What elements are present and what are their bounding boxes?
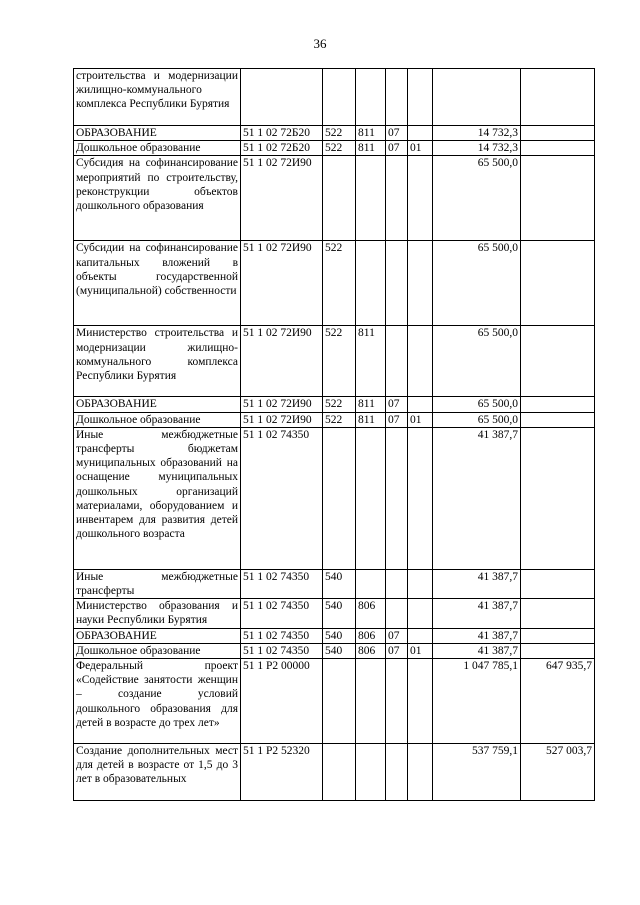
row-rz: 07 bbox=[386, 141, 408, 156]
row-vr bbox=[323, 427, 356, 569]
row-csr: 51 1 02 74350 bbox=[241, 569, 323, 598]
row-pr bbox=[408, 156, 433, 241]
row-pr bbox=[408, 427, 433, 569]
row-csr: 51 1 02 72Б20 bbox=[241, 126, 323, 141]
row-name: ОБРАЗОВАНИЕ bbox=[74, 126, 241, 141]
row-name: Иные межбюджетные трансферты bbox=[74, 569, 241, 598]
row-sum2 bbox=[521, 241, 595, 326]
row-pr bbox=[408, 659, 433, 744]
row-grbs: 811 bbox=[356, 397, 386, 412]
row-sum1: 65 500,0 bbox=[433, 156, 521, 241]
row-sum1: 41 387,7 bbox=[433, 427, 521, 569]
row-vr: 522 bbox=[323, 412, 356, 427]
row-rz bbox=[386, 69, 408, 126]
row-vr bbox=[323, 156, 356, 241]
row-sum1: 65 500,0 bbox=[433, 397, 521, 412]
row-csr: 51 1 02 74350 bbox=[241, 427, 323, 569]
row-sum1: 41 387,7 bbox=[433, 569, 521, 598]
row-rz: 07 bbox=[386, 126, 408, 141]
row-rz: 07 bbox=[386, 412, 408, 427]
table-row bbox=[74, 241, 595, 326]
row-rz bbox=[386, 569, 408, 598]
row-sum1 bbox=[433, 69, 521, 126]
row-sum1: 65 500,0 bbox=[433, 412, 521, 427]
row-rz: 07 bbox=[386, 628, 408, 643]
row-rz bbox=[386, 326, 408, 397]
row-grbs: 811 bbox=[356, 326, 386, 397]
row-csr: 51 1 02 72И90 bbox=[241, 397, 323, 412]
row-pr bbox=[408, 326, 433, 397]
table-row bbox=[74, 412, 595, 427]
row-rz: 07 bbox=[386, 397, 408, 412]
row-sum1: 65 500,0 bbox=[433, 326, 521, 397]
row-csr: 51 1 02 72И90 bbox=[241, 412, 323, 427]
row-grbs: 806 bbox=[356, 628, 386, 643]
budget-table bbox=[73, 68, 595, 801]
row-name: Создание дополнительных мест для детей в возрасте от 1,5 до 3 лет в образовательных bbox=[74, 744, 241, 801]
row-vr bbox=[323, 659, 356, 744]
row-name: Субсидия на софинансирование мероприятий по строительству, реконструкции объектов дошкольного образования bbox=[74, 156, 241, 241]
row-sum2: 527 003,7 bbox=[521, 744, 595, 801]
row-rz bbox=[386, 599, 408, 628]
row-rz bbox=[386, 427, 408, 569]
row-vr: 540 bbox=[323, 599, 356, 628]
row-grbs bbox=[356, 569, 386, 598]
table-row bbox=[74, 628, 595, 643]
row-grbs: 811 bbox=[356, 126, 386, 141]
row-pr bbox=[408, 397, 433, 412]
row-grbs bbox=[356, 427, 386, 569]
table-row bbox=[74, 744, 595, 801]
row-vr: 540 bbox=[323, 569, 356, 598]
row-grbs: 811 bbox=[356, 412, 386, 427]
row-rz bbox=[386, 744, 408, 801]
row-grbs bbox=[356, 156, 386, 241]
table-row bbox=[74, 569, 595, 598]
table-row bbox=[74, 427, 595, 569]
row-sum2 bbox=[521, 326, 595, 397]
row-sum2 bbox=[521, 412, 595, 427]
row-sum2 bbox=[521, 569, 595, 598]
row-name: ОБРАЗОВАНИЕ bbox=[74, 397, 241, 412]
row-sum2 bbox=[521, 427, 595, 569]
row-csr: 51 1 02 72Б20 bbox=[241, 141, 323, 156]
row-vr: 522 bbox=[323, 126, 356, 141]
row-vr: 540 bbox=[323, 628, 356, 643]
row-pr: 01 bbox=[408, 141, 433, 156]
row-grbs bbox=[356, 241, 386, 326]
row-pr bbox=[408, 744, 433, 801]
row-sum1: 41 387,7 bbox=[433, 643, 521, 658]
row-sum1: 14 732,3 bbox=[433, 141, 521, 156]
row-csr: 51 1 02 74350 bbox=[241, 643, 323, 658]
row-pr bbox=[408, 241, 433, 326]
row-name: ОБРАЗОВАНИЕ bbox=[74, 628, 241, 643]
row-pr bbox=[408, 599, 433, 628]
row-vr: 522 bbox=[323, 141, 356, 156]
row-csr: 51 1 P2 52320 bbox=[241, 744, 323, 801]
row-name: Дошкольное образование bbox=[74, 141, 241, 156]
row-pr bbox=[408, 628, 433, 643]
row-name: Дошкольное образование bbox=[74, 412, 241, 427]
row-rz bbox=[386, 241, 408, 326]
row-csr bbox=[241, 69, 323, 126]
row-csr: 51 1 02 72И90 bbox=[241, 241, 323, 326]
row-pr bbox=[408, 569, 433, 598]
row-name: Федеральный проект «Содействие занятости женщин – создание условий дошкольного образования для детей в возрасте до трех лет» bbox=[74, 659, 241, 744]
row-sum2 bbox=[521, 141, 595, 156]
row-rz: 07 bbox=[386, 643, 408, 658]
row-sum1: 537 759,1 bbox=[433, 744, 521, 801]
row-sum1: 14 732,3 bbox=[433, 126, 521, 141]
row-vr: 522 bbox=[323, 326, 356, 397]
table-row bbox=[74, 141, 595, 156]
row-grbs bbox=[356, 659, 386, 744]
row-csr: 51 1 02 74350 bbox=[241, 599, 323, 628]
row-csr: 51 1 02 74350 bbox=[241, 628, 323, 643]
row-vr bbox=[323, 744, 356, 801]
row-rz bbox=[386, 659, 408, 744]
row-sum2: 647 935,7 bbox=[521, 659, 595, 744]
row-pr bbox=[408, 126, 433, 141]
table-row bbox=[74, 659, 595, 744]
row-sum2 bbox=[521, 599, 595, 628]
row-name: Дошкольное образование bbox=[74, 643, 241, 658]
row-sum1: 41 387,7 bbox=[433, 628, 521, 643]
row-vr: 522 bbox=[323, 397, 356, 412]
row-name: Министерство строительства и модернизации жилищно-коммунального комплекса Республики Бурятия bbox=[74, 326, 241, 397]
table-row bbox=[74, 643, 595, 658]
row-grbs: 811 bbox=[356, 141, 386, 156]
row-rz bbox=[386, 156, 408, 241]
row-vr: 540 bbox=[323, 643, 356, 658]
row-name: Субсидии на софинансирование капитальных вложений в объекты государственной (муниципальной) собственности bbox=[74, 241, 241, 326]
row-sum2 bbox=[521, 156, 595, 241]
row-csr: 51 1 P2 00000 bbox=[241, 659, 323, 744]
row-sum1: 65 500,0 bbox=[433, 241, 521, 326]
row-sum1: 41 387,7 bbox=[433, 599, 521, 628]
table-row bbox=[74, 126, 595, 141]
table-row bbox=[74, 326, 595, 397]
row-sum1: 1 047 785,1 bbox=[433, 659, 521, 744]
table-row bbox=[74, 397, 595, 412]
row-name: Иные межбюджетные трансферты бюджетам муниципальных образований на оснащение муниципальных дошкольных организаций материалами, оборудованием и инвентарем для развития детей дошкольного возраста bbox=[74, 427, 241, 569]
row-sum2 bbox=[521, 628, 595, 643]
row-sum2 bbox=[521, 69, 595, 126]
row-sum2 bbox=[521, 397, 595, 412]
row-grbs bbox=[356, 744, 386, 801]
row-sum2 bbox=[521, 126, 595, 141]
page-number: 36 bbox=[313, 36, 327, 51]
row-grbs bbox=[356, 69, 386, 126]
table-row bbox=[74, 69, 595, 126]
row-grbs: 806 bbox=[356, 643, 386, 658]
row-pr bbox=[408, 69, 433, 126]
table-row bbox=[74, 599, 595, 628]
row-csr: 51 1 02 72И90 bbox=[241, 156, 323, 241]
row-csr: 51 1 02 72И90 bbox=[241, 326, 323, 397]
table-row bbox=[74, 156, 595, 241]
row-pr: 01 bbox=[408, 412, 433, 427]
row-grbs: 806 bbox=[356, 599, 386, 628]
row-name: строительства и модернизации жилищно-коммунального комплекса Республики Бурятия bbox=[74, 69, 241, 126]
row-vr: 522 bbox=[323, 241, 356, 326]
row-vr bbox=[323, 69, 356, 126]
row-pr: 01 bbox=[408, 643, 433, 658]
row-sum2 bbox=[521, 643, 595, 658]
row-name: Министерство образования и науки Республики Бурятия bbox=[74, 599, 241, 628]
